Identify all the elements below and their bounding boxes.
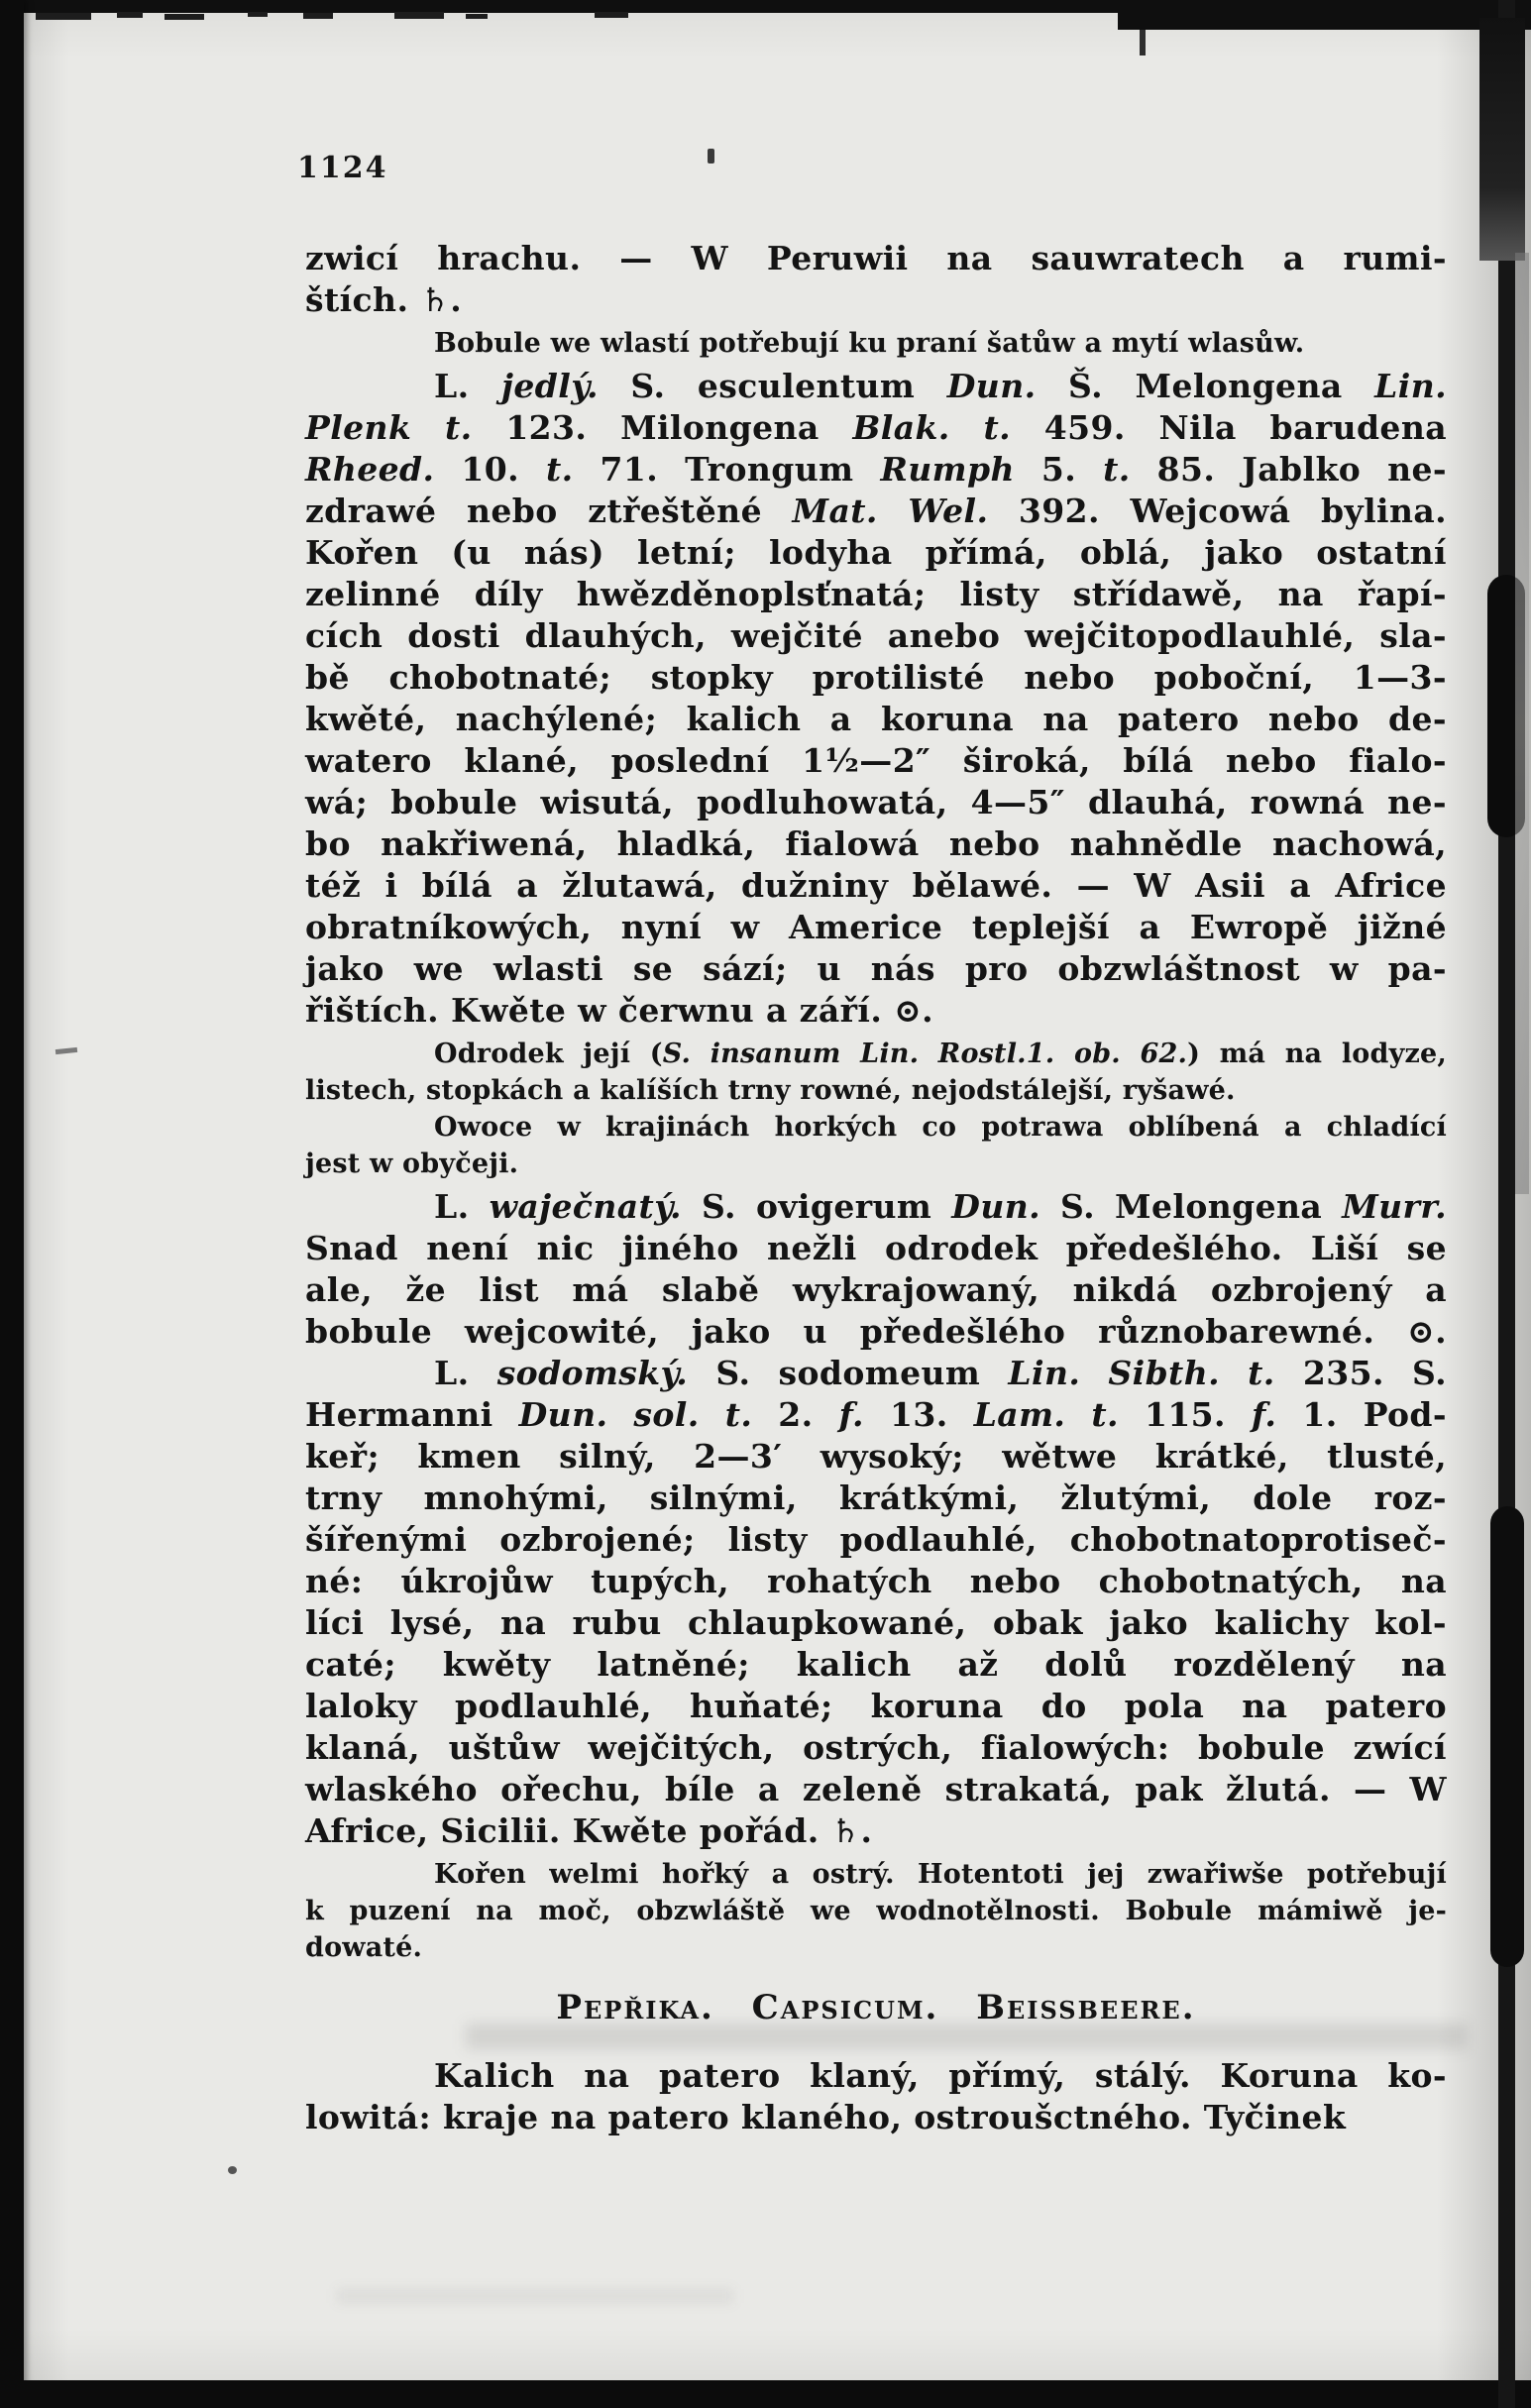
scan-speck bbox=[708, 149, 714, 164]
scan-speck bbox=[55, 1047, 77, 1054]
text-line: jako we wlasti se sází; u nás pro obzwláštnost w pa- bbox=[305, 949, 1447, 988]
text-line: laloky podlauhlé, huňaté; koruna do pola na patero bbox=[305, 1687, 1447, 1725]
text-line: wlaského ořechu, bíle a zeleně strakatá, pak žlutá. — W bbox=[305, 1770, 1447, 1808]
text-segment: 2. bbox=[752, 1395, 839, 1434]
author-abbrev-italic: Rheed. bbox=[305, 450, 435, 489]
text-line: Owoce w krajinách horkých co potrawa oblíbená a chladící bbox=[434, 1112, 1447, 1143]
text-line: bo nakřiwená, hladká, fialowá nebo nahnědle nachowá, bbox=[305, 824, 1447, 863]
author-abbrev-italic: Blak. t. bbox=[852, 408, 1011, 447]
text-line bbox=[305, 1186, 1447, 1228]
edge-dash bbox=[36, 13, 91, 20]
author-abbrev-italic: f. bbox=[838, 1395, 864, 1434]
text-line bbox=[305, 1036, 1447, 1072]
scan-gutter-line bbox=[1498, 0, 1515, 2408]
text-line: bobule wejcowité, jako u předešlého různobarewné. ⊙. bbox=[305, 1312, 1447, 1351]
text-segment: 459. Nila barudena bbox=[1010, 408, 1448, 447]
text-segment: S. esculentum bbox=[598, 367, 947, 405]
text-segment: 71. Trongum bbox=[573, 450, 881, 489]
text-line bbox=[305, 1394, 1447, 1436]
edge-dash bbox=[117, 12, 143, 18]
text-line: ale, že list má slabě wykrajowaný, nikdá ozbrojený a bbox=[305, 1270, 1447, 1309]
text-line: zelinné díly hwězděnoplsťnatá; listy střídawě, na řapí- bbox=[305, 575, 1447, 613]
text-line: né: úkrojůw tupých, rohatých nebo chobotnatých, na bbox=[305, 1562, 1447, 1600]
edge-dash bbox=[394, 12, 444, 19]
text-line: caté; kwěty latněné; kalich až dolů rozdělený na bbox=[305, 1645, 1447, 1684]
text-line: k puzení na moč, obzwláště we wodnotělnosti. Bobule mámiwě je- bbox=[305, 1896, 1447, 1926]
text-segment: S. Melongena bbox=[1040, 1187, 1343, 1226]
text-line bbox=[305, 366, 1447, 407]
text-line: Kořen welmi hořký a ostrý. Hotentoti jej zwařiwše potřebují bbox=[434, 1859, 1447, 1890]
text-line bbox=[305, 1353, 1447, 1394]
ink-showthrough bbox=[337, 2289, 733, 2303]
text-line: šířenými ozbrojené; listy podlauhlé, chobotnatoprotiseč- bbox=[305, 1520, 1447, 1559]
author-abbrev-italic: Rumph bbox=[880, 450, 1015, 489]
scan-gutter-smudge bbox=[1515, 253, 1529, 1194]
text-line: Kalich na patero klaný, přímý, stálý. Koruna ko- bbox=[434, 2056, 1447, 2095]
text-line bbox=[305, 449, 1447, 491]
text-line: trny mnohými, silnými, krátkými, žlutými, dole roz- bbox=[305, 1478, 1447, 1517]
text-segment: S. sodomeum bbox=[688, 1354, 1009, 1392]
text-segment: 115. bbox=[1118, 1395, 1252, 1434]
text-segment: Odrodek její ( bbox=[434, 1039, 663, 1069]
text-segment: 123. Milongena bbox=[472, 408, 853, 447]
text-line: keř; kmen silný, 2—3′ wysoký; wětwe krátké, tlusté, bbox=[305, 1437, 1447, 1476]
author-abbrev-italic: Dun. sol. t. bbox=[518, 1395, 753, 1434]
scan-border-left bbox=[0, 0, 24, 2408]
scan-speck bbox=[228, 2166, 237, 2174]
edge-dash bbox=[248, 12, 268, 17]
author-abbrev-italic: Dun. bbox=[951, 1187, 1040, 1226]
author-abbrev-italic: Plenk t. bbox=[305, 408, 473, 447]
text-segment: 5. bbox=[1014, 450, 1104, 489]
edge-dash bbox=[466, 14, 488, 19]
text-segment: 85. Jablko ne- bbox=[1130, 450, 1448, 489]
text-line: zwicí hrachu. — W Peruwii na sauwratech a rumi- bbox=[305, 239, 1447, 277]
species-name-italic: sodomský. bbox=[496, 1354, 689, 1392]
author-abbrev-italic: Lin. Sibth. t. bbox=[1008, 1354, 1275, 1392]
source-abbrev-italic: Mat. Wel. bbox=[792, 492, 989, 530]
text-line: obratníkowých, nyní w Americe teplejší a Ewropě jižné bbox=[305, 908, 1447, 946]
author-abbrev-italic: Murr. bbox=[1342, 1187, 1447, 1226]
species-name-italic: waječnatý. bbox=[489, 1187, 682, 1226]
text-segment: 392. Wejcowá bylina. bbox=[988, 492, 1448, 530]
text-line: wá; bobule wisutá, podluhowatá, 4—5″ dlauhá, rowná ne- bbox=[305, 783, 1447, 821]
text-line: též i bílá a žlutawá, dužniny bělawé. — W Asii a Africe bbox=[305, 866, 1447, 905]
text-segment: L. bbox=[434, 367, 502, 405]
text-line bbox=[305, 491, 1447, 532]
author-abbrev-italic: Dun. bbox=[946, 367, 1037, 405]
text-line bbox=[305, 407, 1447, 449]
text-line: jest w obyčeji. bbox=[305, 1149, 519, 1179]
edge-dash bbox=[303, 13, 333, 19]
text-segment: Š. Melongena bbox=[1036, 367, 1375, 405]
text-segment: 1. Pod- bbox=[1276, 1395, 1448, 1434]
text-line: Snad není nic jiného nežli odrodek předešlého. Liší se bbox=[305, 1229, 1447, 1267]
author-abbrev-italic: Lam. t. bbox=[973, 1395, 1119, 1434]
text-segment: 235. S. bbox=[1274, 1354, 1447, 1392]
text-segment: S. ovigerum bbox=[681, 1187, 952, 1226]
text-line: bě chobotnaté; stopky protilisté nebo poboční, 1—3- bbox=[305, 658, 1447, 697]
text-line: Kořen (u nás) letní; lodyha přímá, oblá, jako ostatní bbox=[305, 533, 1447, 572]
scan-gutter-shadow-top bbox=[1479, 18, 1525, 261]
text-segment: Hermanni bbox=[305, 1395, 519, 1434]
author-abbrev-italic: Lin. bbox=[1374, 367, 1447, 405]
synonym-italic: S. insanum Lin. Rostl.1. ob. 62. bbox=[662, 1039, 1188, 1069]
text-line: lowitá: kraje na patero klaného, ostroušctného. Tyčinek bbox=[305, 2098, 1347, 2136]
text-line: řištích. Kwěte w čerwnu a září. ⊙. bbox=[305, 991, 934, 1030]
scan-border-top-right bbox=[1118, 0, 1531, 30]
text-block bbox=[305, 238, 1447, 2138]
scan-gutter-blob bbox=[1490, 1506, 1524, 1967]
author-abbrev-italic: t. bbox=[545, 450, 574, 489]
author-abbrev-italic: t. bbox=[1103, 450, 1131, 489]
text-segment: 13. bbox=[863, 1395, 974, 1434]
text-line: listech, stopkách a kalíších trny rowné, nejodstálejší, ryšawé. bbox=[305, 1075, 1236, 1106]
edge-dash bbox=[164, 14, 204, 20]
text-segment: zdrawé nebo ztřeštěné bbox=[305, 492, 793, 530]
text-line: Bobule we wlastí potřebují ku praní šatůw a mytí wlasůw. bbox=[434, 328, 1305, 359]
text-line: Africe, Sicilii. Kwěte pořád. ♄. bbox=[305, 1811, 873, 1850]
text-segment: ) má na lodyze, bbox=[1187, 1039, 1447, 1069]
scan-border-bottom bbox=[0, 2380, 1531, 2408]
section-heading: Pepřika. Capsicum. Beissbeere. bbox=[556, 1988, 1196, 2027]
page-number: 1124 bbox=[297, 151, 388, 185]
text-line: cích dosti dlauhých, wejčité anebo wejčitopodlauhlé, sla- bbox=[305, 616, 1447, 655]
species-name-italic: jedlý. bbox=[501, 367, 599, 405]
text-line: štích. ♄. bbox=[305, 280, 463, 319]
text-line: líci lysé, na rubu chlaupkowané, obak jako kalichy kol- bbox=[305, 1603, 1447, 1642]
author-abbrev-italic: f. bbox=[1252, 1395, 1277, 1434]
edge-dash bbox=[595, 12, 628, 18]
text-segment: 10. bbox=[434, 450, 546, 489]
text-line: watero klané, poslední 1½—2″ široká, bílá nebo fialo- bbox=[305, 741, 1447, 780]
text-segment: L. bbox=[434, 1354, 497, 1392]
text-line: dowaté. bbox=[305, 1932, 423, 1963]
scan-speck bbox=[1140, 30, 1146, 55]
text-line: klaná, uštůw wejčitých, ostrých, fialowých: bobule zwící bbox=[305, 1728, 1447, 1767]
text-segment: L. bbox=[434, 1187, 490, 1226]
text-line: kwěté, nachýlené; kalich a koruna na patero nebo de- bbox=[305, 700, 1447, 738]
